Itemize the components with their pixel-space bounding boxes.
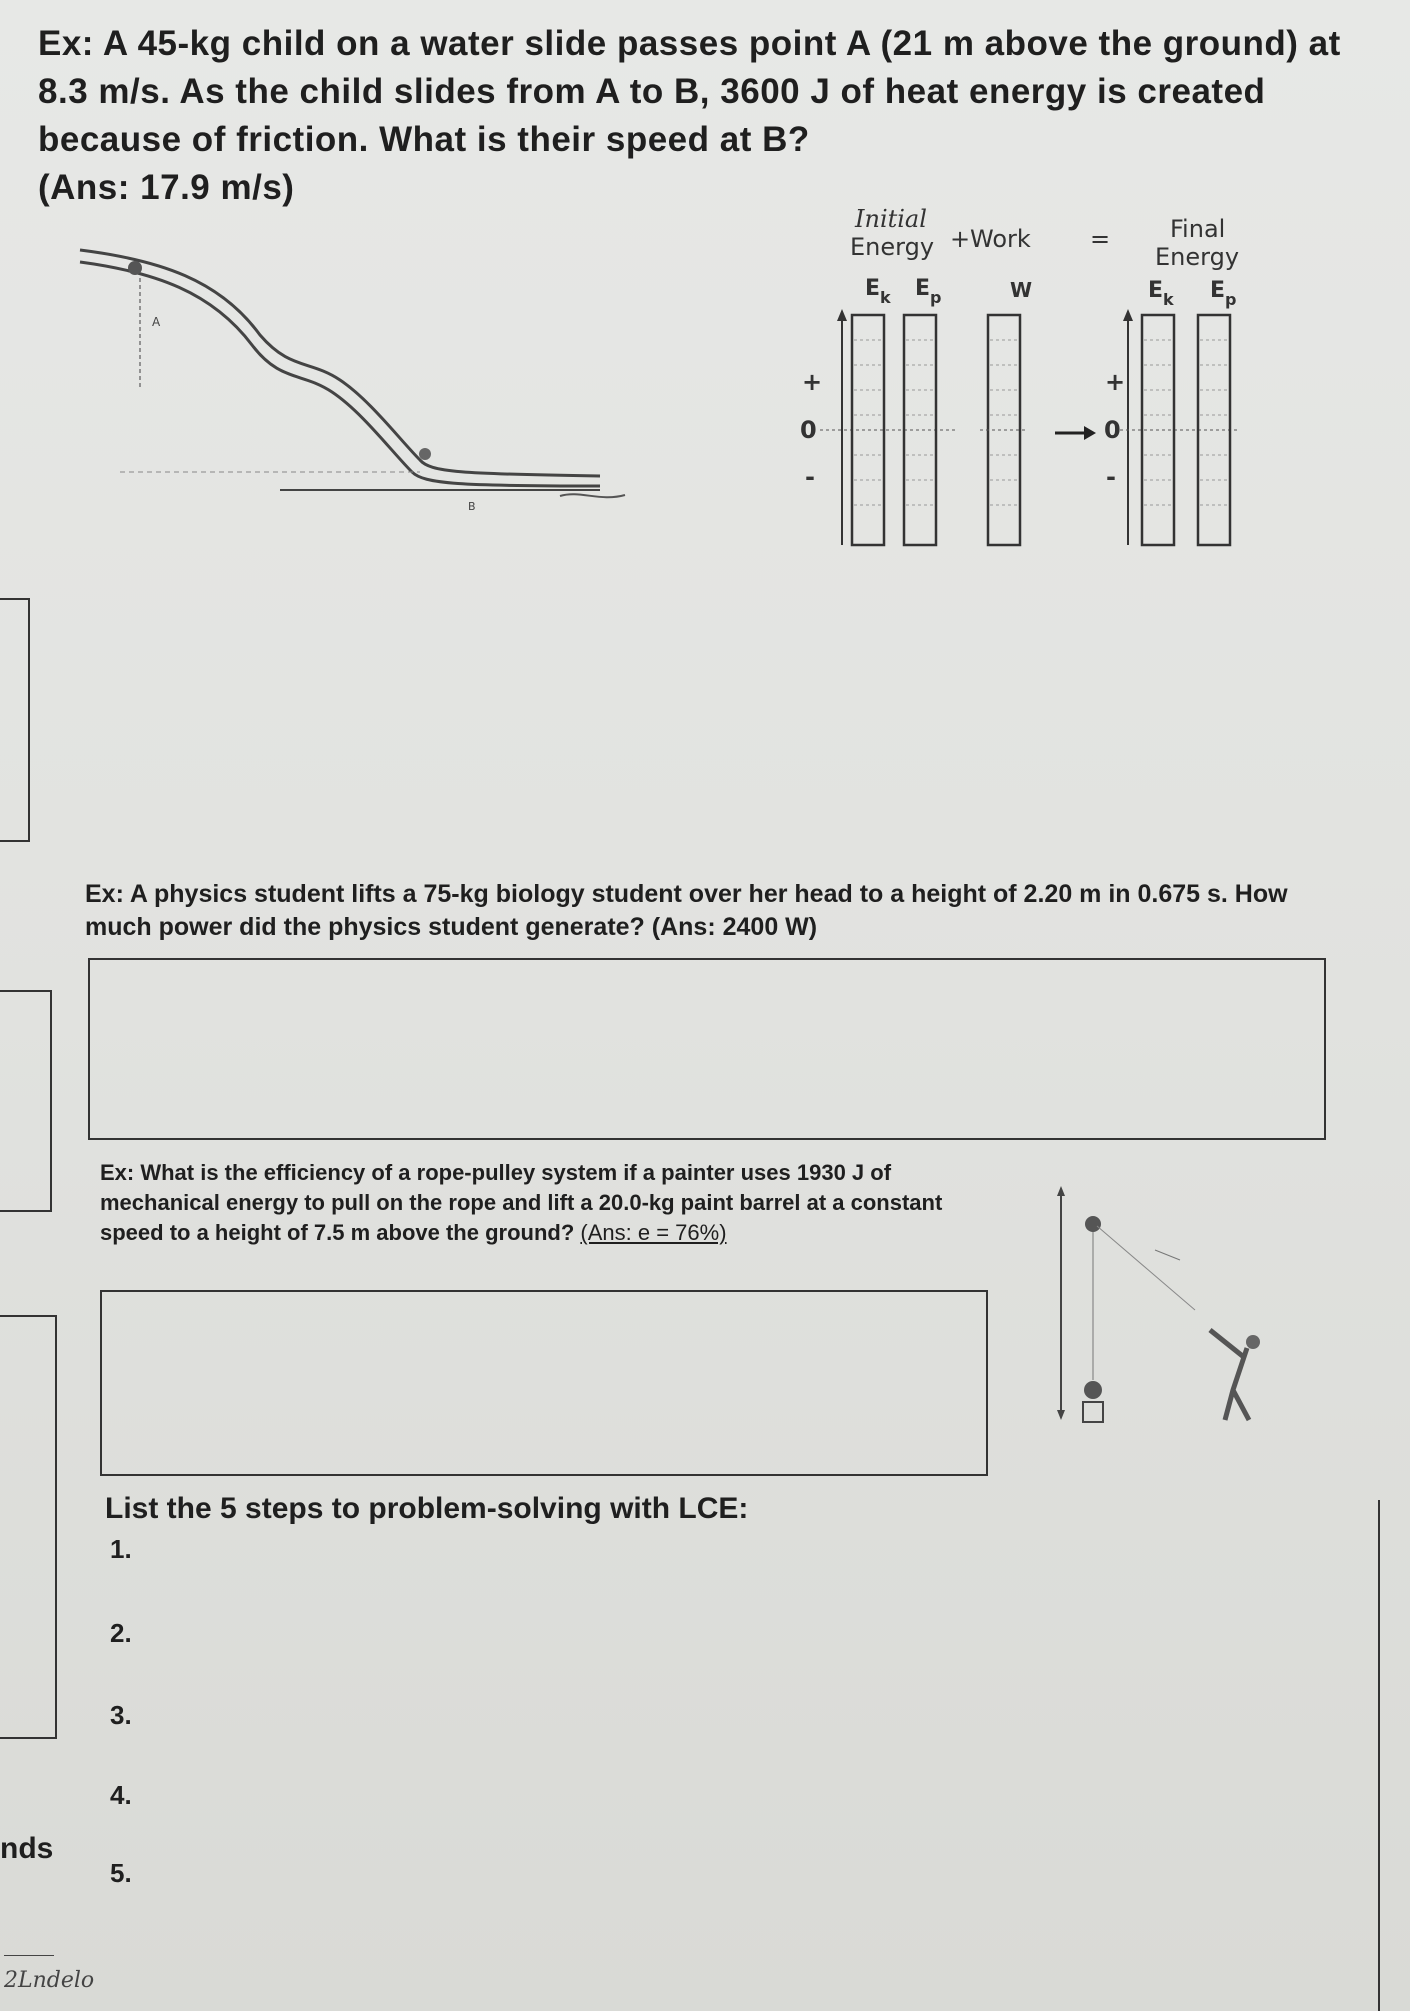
question-3-answer-box[interactable]	[100, 1290, 988, 1476]
margin-rule	[4, 1955, 54, 1956]
painter-icon	[1210, 1330, 1249, 1420]
painter-head-icon	[1246, 1335, 1260, 1349]
margin-box-1	[0, 598, 30, 842]
ep-initial-bar	[904, 315, 936, 545]
steps-title: List the 5 steps to problem-solving with LCE:	[105, 1492, 749, 1525]
initial-energy-label-1: Initial	[855, 205, 927, 233]
right-border-line	[1378, 1500, 1380, 2011]
child-at-a-icon	[128, 261, 142, 275]
energy-bar-chart	[770, 205, 1290, 555]
w-label: W	[1010, 278, 1033, 302]
axis-minus-right: -	[1106, 463, 1116, 491]
ek-initial-label: $E_k$	[865, 276, 891, 307]
question-3-answer: (Ans: e = 76%)	[580, 1220, 727, 1245]
question-2-text: Ex: A physics student lifts a 75-kg biology student over her head to a height of 2.20 m in 0.675 s. How much power did the physics student generate?	[85, 880, 1288, 941]
axis-minus-left: -	[805, 463, 815, 491]
step-3: 3.	[110, 1700, 132, 1730]
axis-zero-left: 0	[800, 416, 817, 444]
question-3-text: Ex: What is the efficiency of a rope-pulley system if a painter uses 1930 J of mechanical energy to pull on the rope and lift a 20.0-kg paint barrel at a constant speed to a height of 7.5 m above the ground?	[100, 1160, 943, 1245]
axis-plus-right: +	[1105, 368, 1126, 396]
step-2: 2.	[110, 1618, 132, 1648]
pulley-icon	[1085, 1216, 1101, 1232]
margin-scribble: 2Lndelo	[4, 1968, 95, 1993]
final-energy-label-1: Final	[1170, 215, 1226, 243]
step-5: 5.	[110, 1858, 132, 1888]
step-1: 1.	[110, 1534, 132, 1564]
question-2	[85, 878, 1315, 944]
child-at-b-icon	[419, 448, 431, 460]
label-a: A	[152, 315, 161, 329]
ek-final-label: $E_k$	[1148, 278, 1174, 309]
question-2-answer: (Ans: 2400 W)	[651, 913, 818, 941]
margin-box-3	[0, 1315, 57, 1739]
margin-box-2	[0, 990, 52, 1212]
question-1	[38, 20, 1378, 212]
step-4: 4.	[110, 1780, 132, 1810]
initial-energy-label-2: Energy	[850, 233, 935, 261]
axis-plus-left: +	[802, 368, 823, 396]
question-1-text: Ex: A 45-kg child on a water slide passes point A (21 m above the ground) at 8.3 m/s. As the child slides from A to B, 3600 J of heat energy is created because of friction. What is their speed at B?	[38, 24, 1341, 159]
question-1-answer: (Ans: 17.9 m/s)	[38, 168, 295, 207]
ep-final-bar	[1198, 315, 1230, 545]
work-label: Work	[970, 225, 1031, 253]
ep-initial-label: $E_p$	[915, 276, 942, 307]
water-slide-figure	[40, 240, 640, 530]
axis-zero-right: 0	[1104, 416, 1121, 444]
equals-sign: =	[1090, 225, 1111, 253]
paint-barrel-icon	[1083, 1402, 1103, 1422]
ep-final-label: $E_p$	[1210, 278, 1237, 309]
final-energy-label-2: Energy	[1155, 243, 1240, 271]
margin-text: nds	[0, 1832, 54, 1865]
question-3	[100, 1158, 1000, 1248]
question-2-answer-box[interactable]	[88, 958, 1326, 1140]
label-b: B	[468, 500, 476, 513]
plus-sign: +	[950, 225, 971, 253]
pulley-figure	[1035, 1180, 1275, 1480]
